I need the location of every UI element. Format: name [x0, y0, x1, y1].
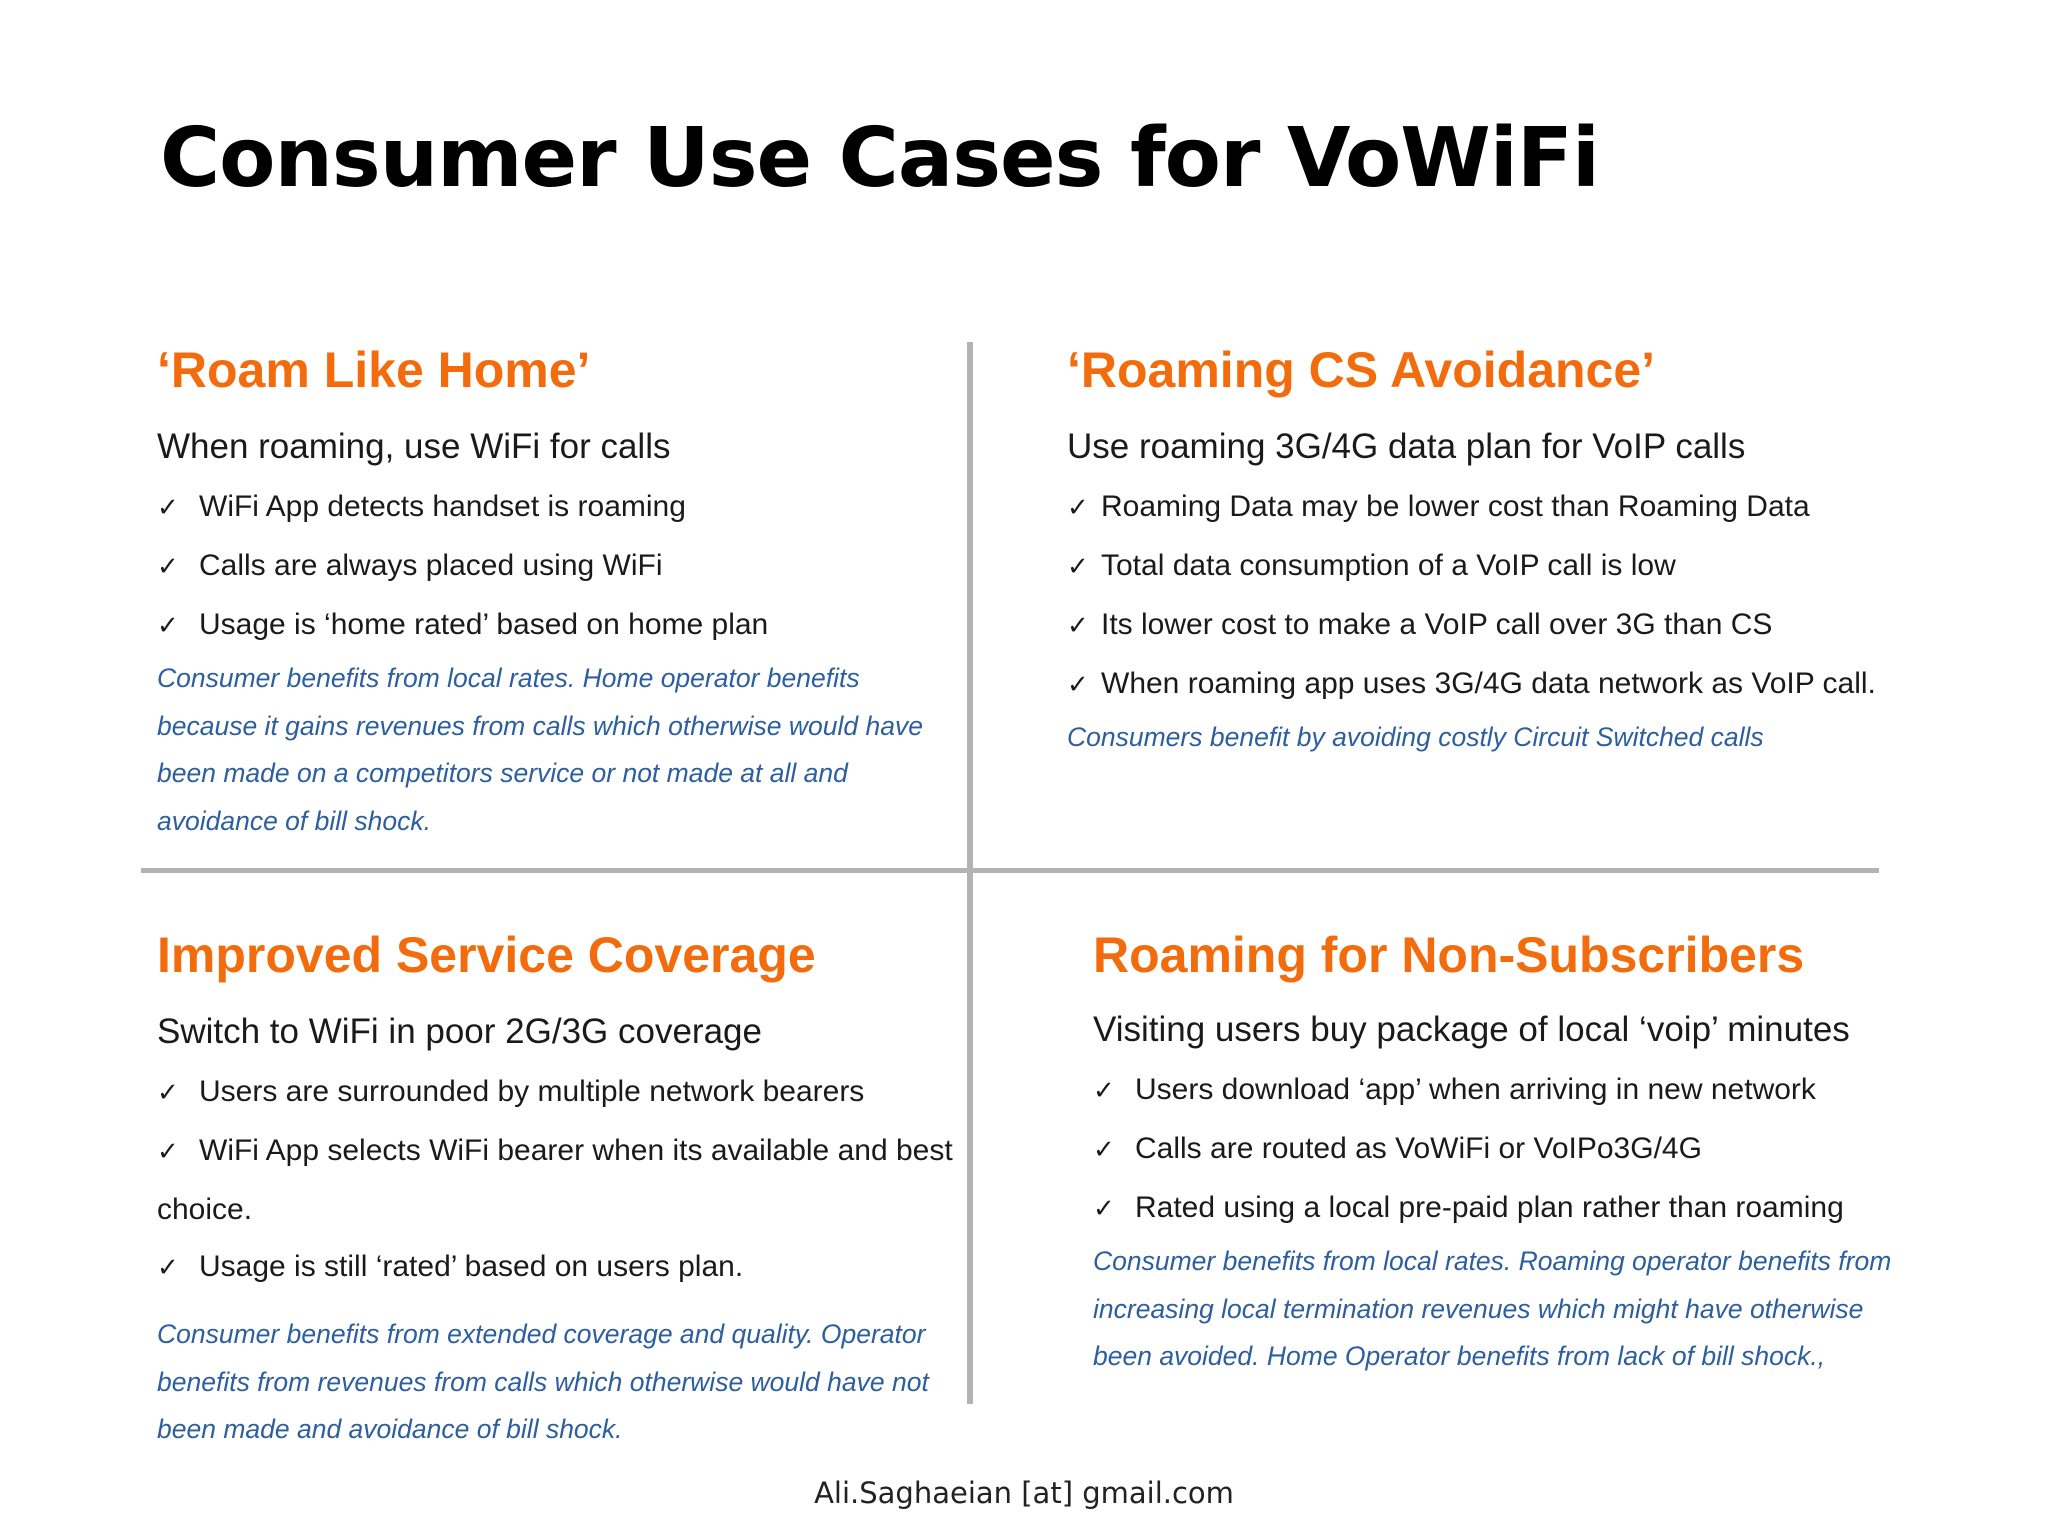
check-mark-icon: ✓	[1067, 670, 1089, 700]
bullet-item	[157, 596, 957, 655]
bullet-text: Users are surrounded by multiple network bearers	[199, 1075, 865, 1108]
check-mark-icon: ✓	[1067, 611, 1089, 641]
author-email-footer: Ali.Saghaeian [at] gmail.com	[814, 1476, 1234, 1510]
bullet-item	[1067, 596, 1907, 655]
quadrant-subtitle: Visiting users buy package of local ‘voip’ minutes	[1093, 1010, 1850, 1049]
bullet-text: Usage is still ‘rated’ based on users plan.	[199, 1250, 744, 1283]
bullet-text: Roaming Data may be lower cost than Roaming Data	[1101, 490, 1810, 523]
bullet-item	[1067, 655, 1907, 714]
bullet-item	[157, 478, 957, 537]
quadrant-subtitle: Use roaming 3G/4G data plan for VoIP calls	[1067, 427, 1746, 466]
check-mark-icon: ✓	[1067, 552, 1089, 582]
quadrant-improved-service-coverage	[157, 927, 957, 1454]
bullet-item	[1067, 537, 1907, 596]
check-mark-icon: ✓	[157, 1137, 179, 1167]
horizontal-divider	[141, 868, 1879, 873]
check-mark-icon: ✓	[1093, 1135, 1115, 1165]
benefit-note: Consumer benefits from local rates. Home operator benefits because it gains revenues from calls which otherwise would have been made on a competitors service or not made at all and avoidance of bill shock.	[157, 663, 923, 836]
quadrant-subtitle: Switch to WiFi in poor 2G/3G coverage	[157, 1012, 762, 1051]
quadrant-subtitle: When roaming, use WiFi for calls	[157, 427, 671, 466]
bullet-text: Total data consumption of a VoIP call is low	[1101, 549, 1676, 582]
vertical-divider	[967, 342, 973, 1404]
bullet-text: Its lower cost to make a VoIP call over 3G than CS	[1101, 608, 1773, 641]
bullet-item	[157, 1063, 957, 1122]
bullet-item	[157, 537, 957, 596]
bullet-item	[1093, 1179, 1923, 1238]
quadrant-roam-like-home	[157, 342, 957, 845]
benefit-note: Consumers benefit by avoiding costly Circuit Switched calls	[1067, 722, 1764, 752]
check-mark-icon: ✓	[1093, 1194, 1115, 1224]
bullet-text: When roaming app uses 3G/4G data network as VoIP call.	[1101, 667, 1876, 700]
slide-title: Consumer Use Cases for VoWiFi	[160, 111, 1599, 206]
bullet-list	[157, 478, 957, 655]
bullet-text: WiFi App detects handset is roaming	[199, 490, 686, 523]
bullet-item	[1067, 478, 1907, 537]
benefit-note: Consumer benefits from local rates. Roaming operator benefits from increasing local termination revenues which might have otherwise been avoided. Home Operator benefits from lack of bill shock.,	[1093, 1246, 1892, 1371]
benefit-note: Consumer benefits from extended coverage and quality. Operator benefits from revenues from calls which otherwise would have not been made and avoidance of bill shock.	[157, 1319, 929, 1444]
quadrant-heading: Improved Service Coverage	[157, 927, 816, 983]
bullet-text: Usage is ‘home rated’ based on home plan	[199, 608, 769, 641]
bullet-item	[1093, 1120, 1923, 1179]
bullet-item	[1093, 1061, 1923, 1120]
check-mark-icon: ✓	[157, 1253, 179, 1283]
bullet-item	[157, 1238, 957, 1297]
quadrant-heading: ‘Roam Like Home’	[157, 342, 591, 398]
check-mark-icon: ✓	[1093, 1076, 1115, 1106]
check-mark-icon: ✓	[157, 611, 179, 641]
check-mark-icon: ✓	[1067, 493, 1089, 523]
bullet-text: Calls are always placed using WiFi	[199, 549, 663, 582]
bullet-item	[157, 1122, 957, 1238]
quadrant-heading: Roaming for Non-Subscribers	[1093, 927, 1805, 983]
bullet-text: WiFi App selects WiFi bearer when its available and best choice.	[157, 1134, 953, 1226]
bullet-text: Rated using a local pre-paid plan rather than roaming	[1135, 1191, 1844, 1224]
quadrant-roaming-for-non-subscribers	[1093, 927, 1923, 1381]
bullet-list	[157, 1063, 957, 1297]
bullet-text: Calls are routed as VoWiFi or VoIPo3G/4G	[1135, 1132, 1702, 1165]
quadrant-heading: ‘Roaming CS Avoidance’	[1067, 342, 1656, 398]
check-mark-icon: ✓	[157, 552, 179, 582]
check-mark-icon: ✓	[157, 1078, 179, 1108]
check-mark-icon: ✓	[157, 493, 179, 523]
quadrant-roaming-cs-avoidance	[1067, 342, 1907, 762]
bullet-list	[1067, 478, 1907, 714]
bullet-text: Users download ‘app’ when arriving in new network	[1135, 1073, 1816, 1106]
bullet-list	[1093, 1061, 1923, 1238]
